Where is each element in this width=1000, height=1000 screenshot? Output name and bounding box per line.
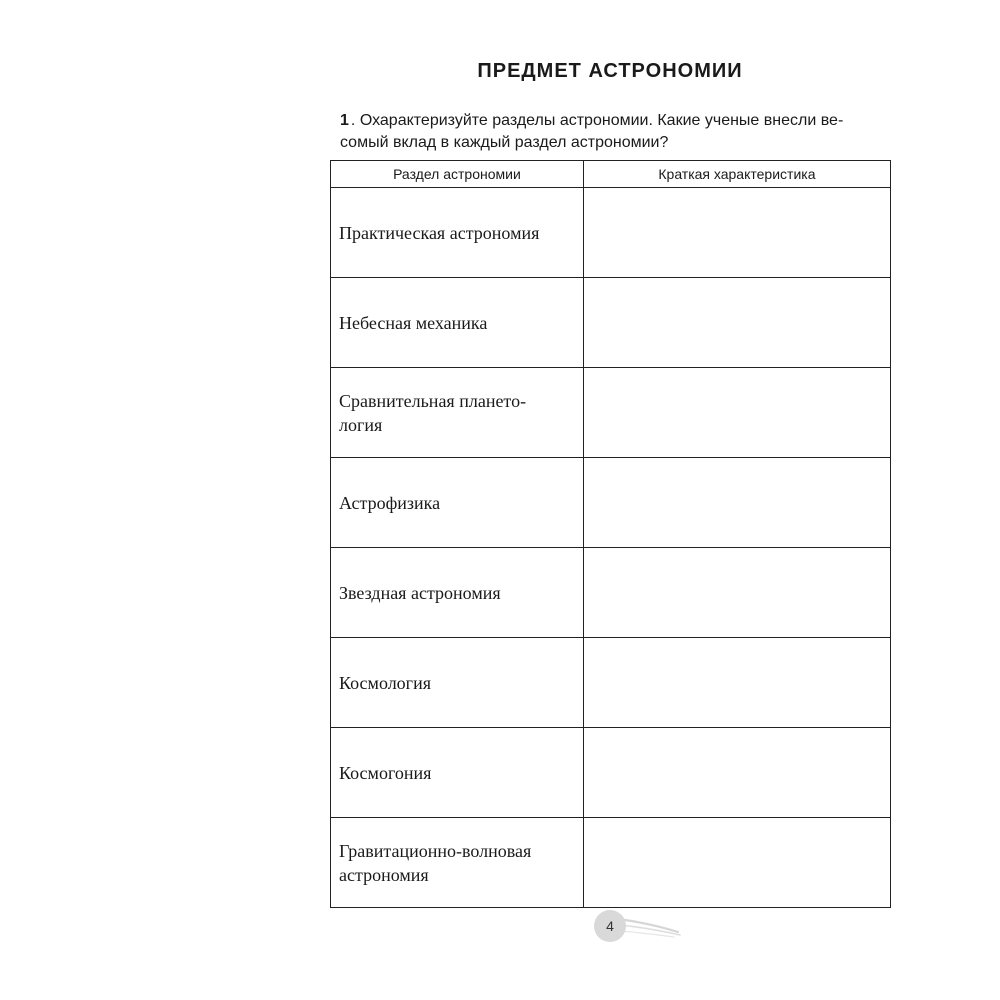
branch-name-cell	[331, 458, 584, 548]
answer-cell[interactable]	[583, 278, 890, 368]
question-number-separator: .	[350, 112, 356, 129]
branch-name-cell	[331, 818, 584, 908]
table-header-row	[331, 161, 891, 188]
branch-name: Космология	[339, 672, 431, 693]
branch-name: Гравитационно-волновая	[339, 840, 532, 861]
branch-name-cell	[331, 728, 584, 818]
branch-name: Звездная астрономия	[339, 582, 501, 603]
branch-name-continued: логия	[339, 414, 383, 435]
answer-cell[interactable]	[583, 548, 890, 638]
branch-name: Космогония	[339, 762, 432, 783]
table-row	[331, 188, 891, 278]
branch-name: Астрофизика	[339, 492, 441, 513]
answer-cell[interactable]	[583, 818, 890, 908]
question-number: 1	[340, 112, 349, 129]
branch-name: Сравнительная плането-	[339, 390, 527, 411]
header-description: Краткая характеристика	[583, 161, 890, 188]
table-row	[331, 818, 891, 908]
branch-name-cell	[331, 548, 584, 638]
answer-cell[interactable]	[583, 638, 890, 728]
question-line-1: Охарактеризуйте разделы астрономии. Какие ученые внесли ве-	[359, 112, 844, 129]
branch-name-cell	[331, 278, 584, 368]
branch-name: Небесная механика	[339, 312, 488, 333]
branch-name-cell	[331, 188, 584, 278]
page-number-badge	[594, 910, 684, 944]
header-branch: Раздел астрономии	[331, 161, 584, 188]
branch-name-continued: астрономия	[339, 864, 429, 885]
answer-cell[interactable]	[583, 458, 890, 548]
page-title: ПРЕДМЕТ АСТРОНОМИИ	[477, 60, 743, 82]
table-row	[331, 548, 891, 638]
question-text	[340, 110, 890, 154]
answer-cell[interactable]	[583, 188, 890, 278]
branch-name-cell	[331, 368, 584, 458]
answer-cell[interactable]	[583, 368, 890, 458]
table-row	[331, 458, 891, 548]
astronomy-branches-table	[330, 160, 891, 908]
page-number: 4	[606, 918, 614, 934]
branch-name: Практическая астрономия	[339, 222, 540, 243]
table-row	[331, 728, 891, 818]
question-line-2: сомый вклад в каждый раздел астрономии?	[340, 134, 669, 151]
table-row	[331, 638, 891, 728]
answer-cell[interactable]	[583, 728, 890, 818]
table-row	[331, 278, 891, 368]
table-row	[331, 368, 891, 458]
branch-name-cell	[331, 638, 584, 728]
